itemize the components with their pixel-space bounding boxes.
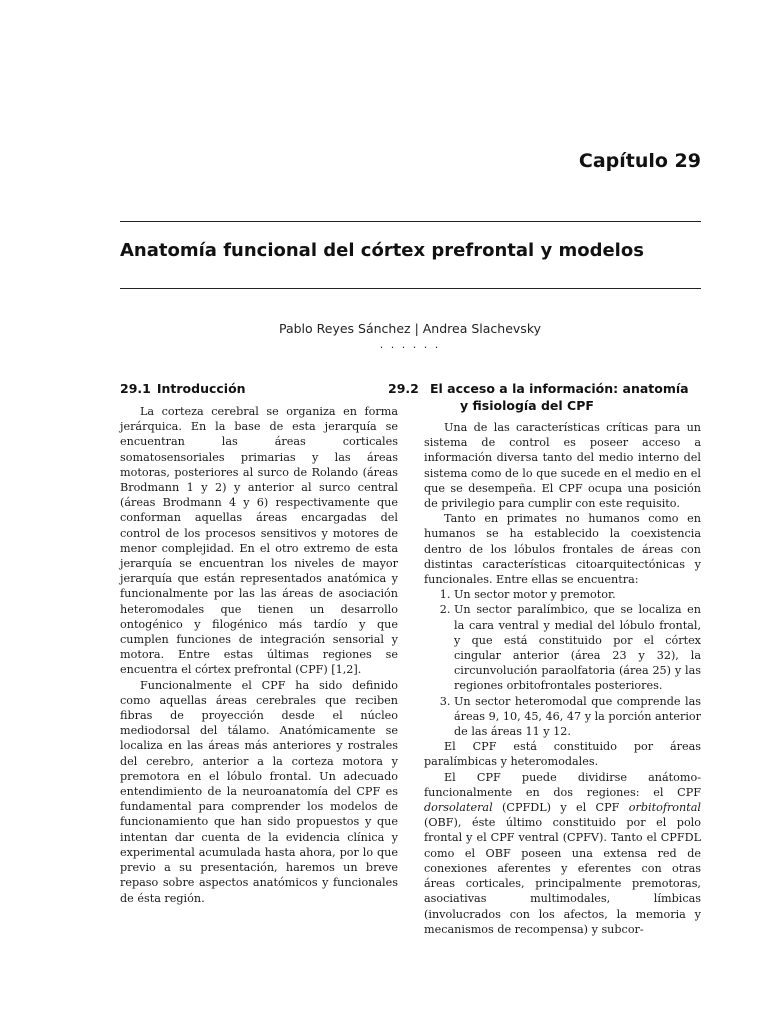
emphasis-orbitofrontal: orbitofrontal: [628, 801, 701, 815]
paragraph: La corteza cerebral se organiza en forma jerárquica. En la base de esta jerarquía se encuentran las áreas corticales somatosensoriales primarias y las áreas motoras, posteriores al surco de Rolando (áreas Brodmann 1 y 2) y anterior al surco central (áreas Brodmann 4 y 6) respectivamente que conforman aquellas áreas encargadas del control de los procesos sensitivos y motores de menor complejidad. En el otro extremo de esta jerarquía se encuentran los niveles de mayor jerarquía que están representados anatómica y funcionalmente por las las áreas de asociación heteromodales que tienen un desarrollo ontogénico y filogénico más tardío y que cumplen funciones de integración sensorial y motora. Entre estas últimas regiones se encuentra el córtex prefrontal (CPF) [1,2].: [120, 405, 398, 677]
right-column: [388, 380, 701, 937]
chapter-title: Anatomía funcional del córtex prefrontal y modelos: [120, 240, 644, 261]
section-title: El acceso a la información: anatomía y fisiología del CPF: [430, 381, 689, 413]
section-number: 29.1: [120, 381, 151, 396]
bottom-rule: [120, 288, 701, 289]
text-run: (OBF), éste último constituido por el polo frontal y el CPF ventral (CPFV). Tanto el CPFDL como el OBF poseen una extensa red de conexiones aferentes y eferentes con otras áreas corticales, principalmente premotoras, asociativas multimodales, límbicas (involucrados con los afectos, la memoria y mecanismos de recompensa) y subcor-: [424, 816, 701, 936]
authors: Pablo Reyes Sánchez | Andrea Slachevsky: [278, 321, 542, 336]
section-title: Introducción: [156, 381, 246, 396]
sector-list: [424, 587, 701, 739]
list-item: 3. Un sector heteromodal que comprende las áreas 9, 10, 45, 46, 47 y la porción anterior de las áreas 11 y 12.: [454, 694, 701, 740]
chapter-number: Capítulo 29: [578, 150, 701, 172]
section-heading-introduccion: [120, 380, 398, 397]
text-run: El CPF puede dividirse anátomo-funcionalmente en dos regiones: el CPF: [424, 770, 701, 799]
emphasis-dorsolateral: dorsolateral: [424, 801, 493, 815]
list-item: 1. Un sector motor y premotor.: [454, 587, 701, 602]
separator-dots: · · · · · ·: [379, 341, 441, 354]
paragraph: Tanto en primates no humanos como en humanos se ha establecido la coexistencia dentro de los lóbulos frontales de áreas con distintas características citoarquitectónicas y funcionales. Entre ellas se encuentra:: [424, 512, 701, 587]
paragraph: [424, 770, 701, 937]
paragraph: Una de las características críticas para un sistema de control es poseer acceso a información diversa tanto del medio interno del sistema como de lo que sucede en el medio en el que se desempeña. El CPF ocupa una posición de privilegio para cumplir con este requisito.: [424, 421, 701, 511]
paragraph: Funcionalmente el CPF ha sido definido como aquellas áreas cerebrales que reciben fibras de proyección desde el núcleo mediodorsal del tálamo. Anatómicamente se localiza en las áreas más anteriores y rostrales del cerebro, anterior a la corteza motora y premotora en el lóbulo frontal. Un adecuado entendimiento de la neuroanatomía del CPF es fundamental para comprender los modelos de funcionamiento que han sido propuestos y que intentan dar cuenta de la evidencia clínica y experimental acumulada hasta ahora, por lo que previo a su presentación, haremos un breve repaso sobre aspectos anatómicos y funcionales de ésta región.: [120, 678, 398, 905]
top-rule: [120, 221, 701, 222]
section-heading-acceso: 29.2 El acceso a la información: anatomía y fisiología del CPF: [388, 381, 689, 413]
list-item: 2. Un sector paralímbico, que se localiza en la cara ventral y medial del lóbulo frontal, y que está constituido por el córtex cingular anterior (área 23 y 32), la circunvolución paraolfatoria (área 25) y las regiones orbitofrontales posteriores.: [454, 602, 701, 693]
left-column: [120, 380, 398, 906]
paragraph: El CPF está constituido por áreas paralímbicas y heteromodales.: [424, 740, 701, 769]
text-run: (CPFDL) y el CPF: [492, 801, 629, 815]
